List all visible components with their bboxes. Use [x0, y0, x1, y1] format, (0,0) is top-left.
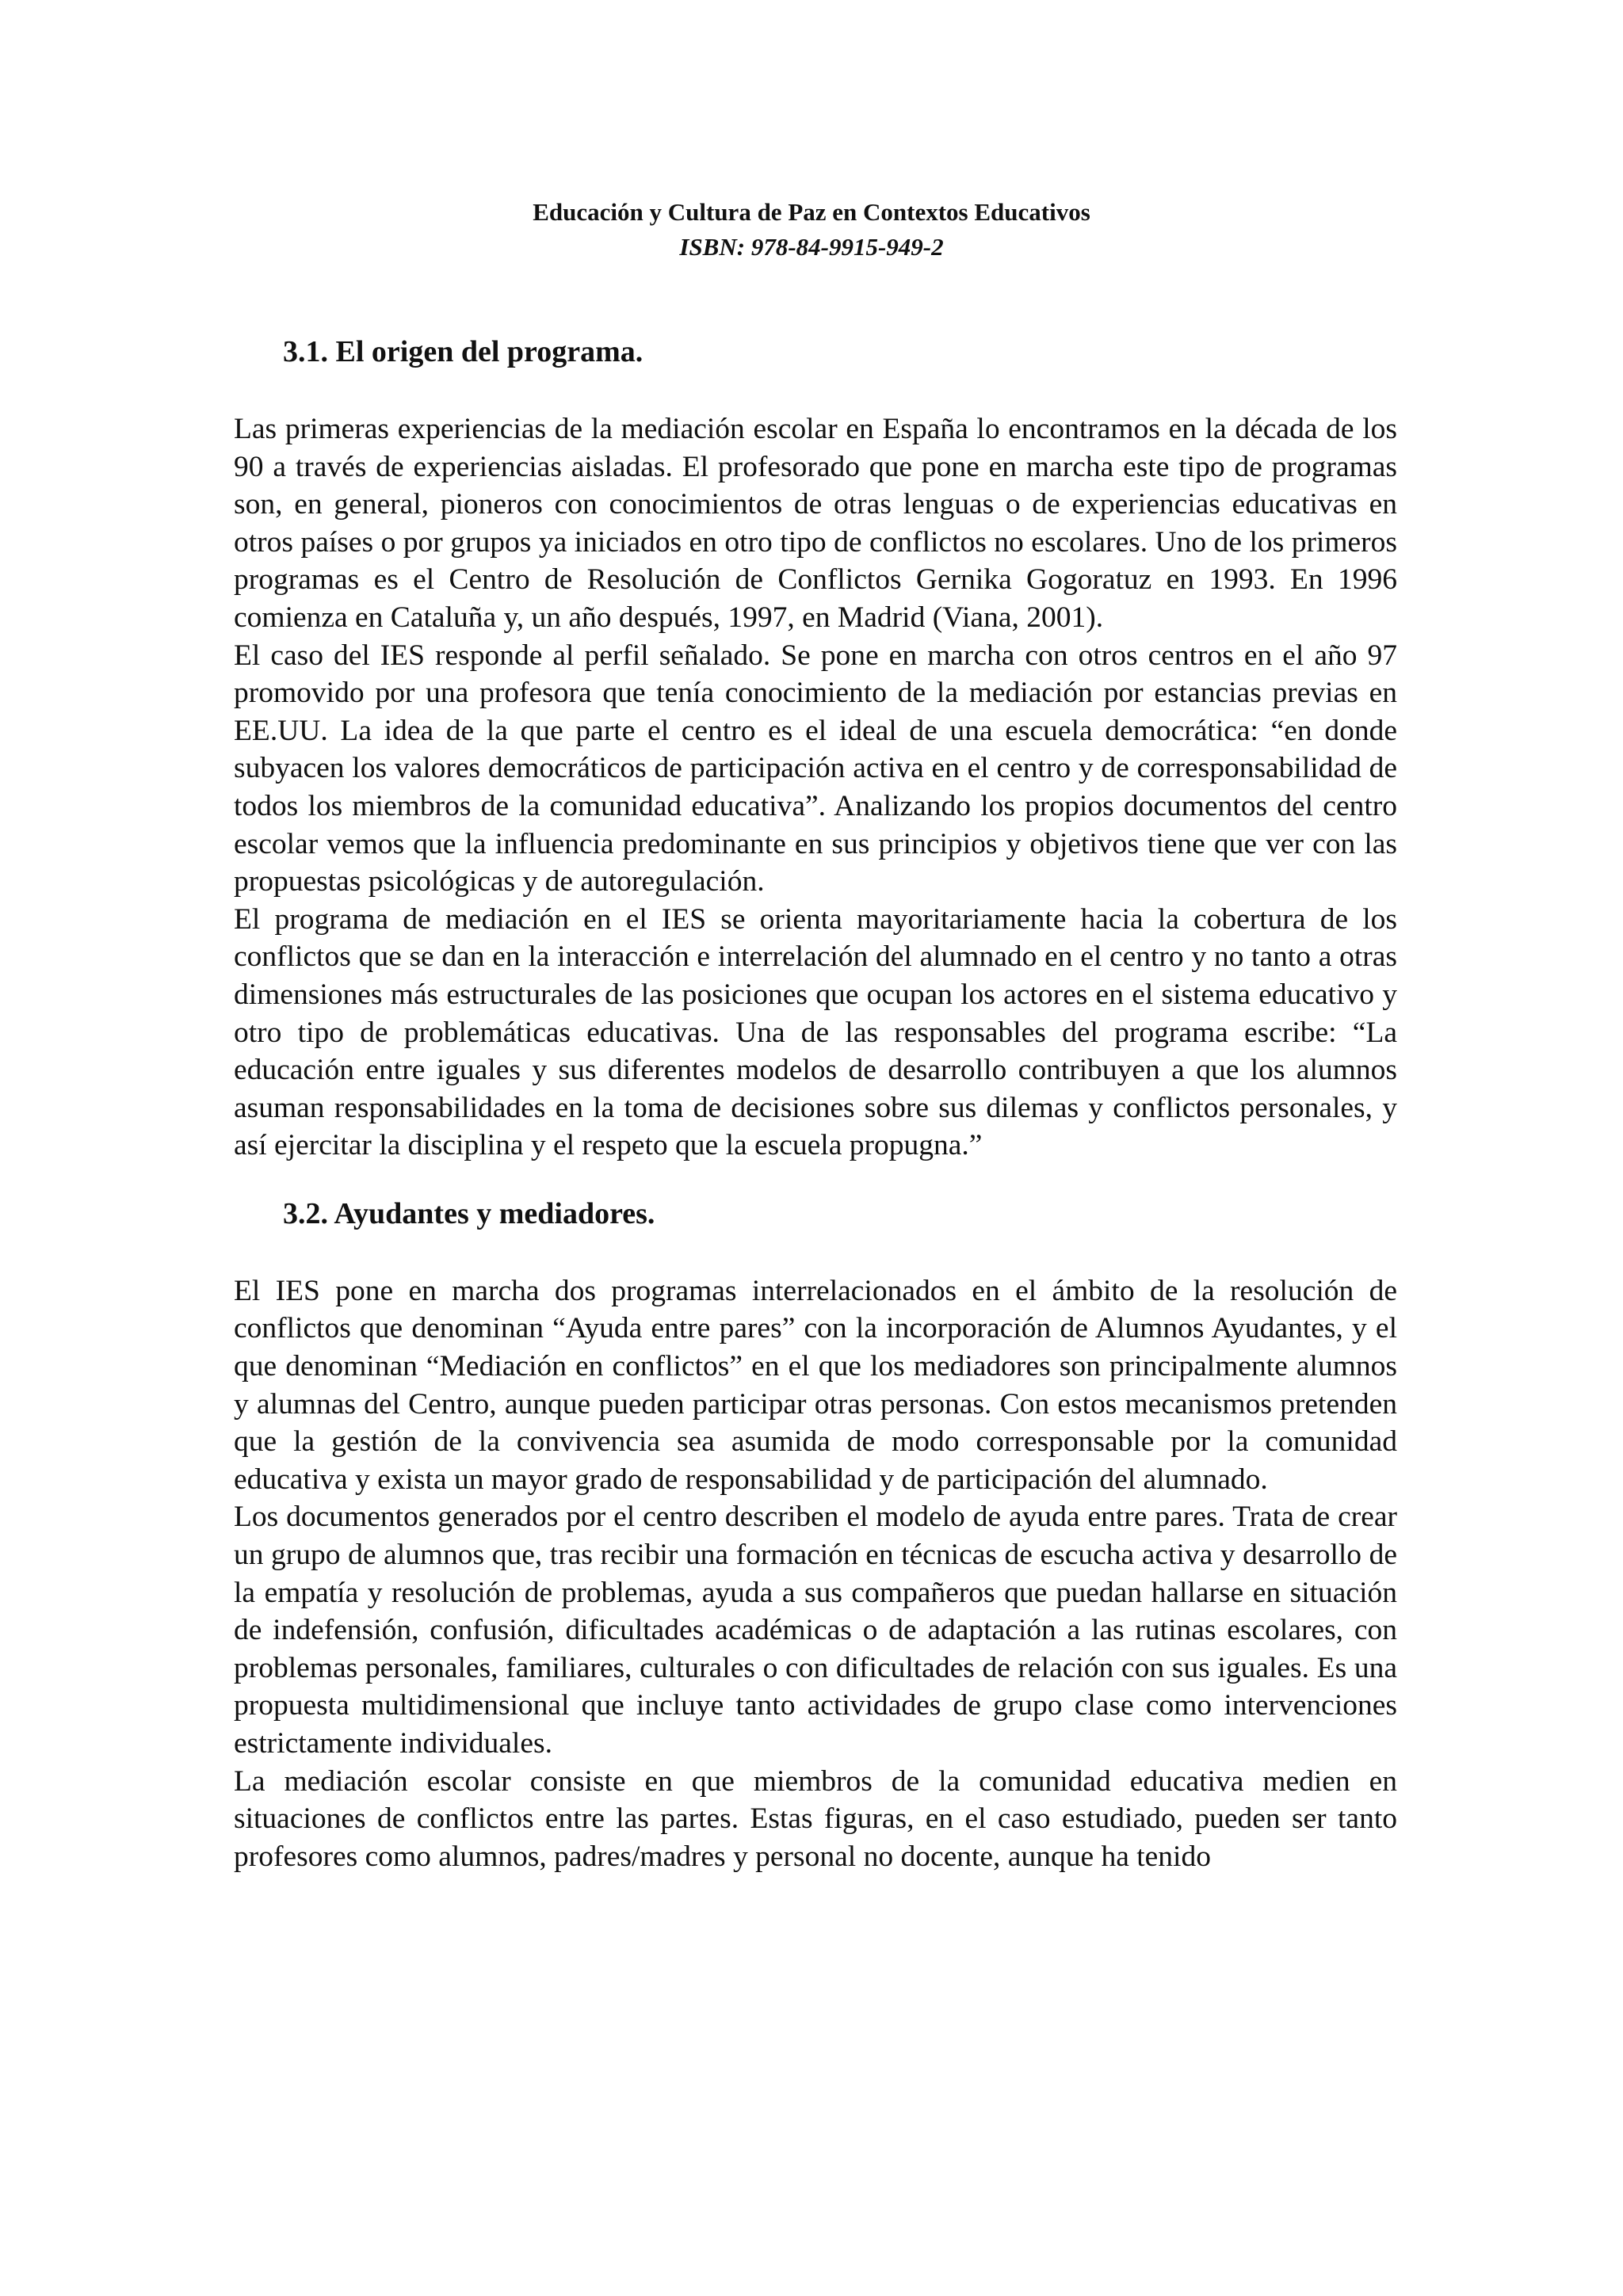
- paragraph: Los documentos generados por el centro describen el modelo de ayuda entre pares. Trata de crear un grupo de alumnos que, tras recibir una formación en técnicas de escucha activa y desarrollo de la empatía y resolución de problemas, ayuda a sus compañeros que puedan hallarse en situación de indefensión, confusión, dificultades académicas o de adaptación a las rutinas escolares, con problemas personales, familiares, culturales o con dificultades de relación con sus iguales. Es una propuesta multidimensional que incluye tanto actividades de grupo clase como intervenciones estrictamente individuales.: [234, 1501, 1397, 1760]
- section-origin: [234, 333, 1397, 1165]
- paragraph: El caso del IES responde al perfil señalado. Se pone en marcha con otros centros en el año 97 promovido por una profesora que tenía conocimiento de la mediación por estancias previas en EE.UU. La idea de la que parte el centro es el ideal de una escuela democrática: “en donde subyacen los valores democráticos de participación activa en el centro y de corresponsabilidad de todos los miembros de la comunidad educativa”. Analizando los propios documentos del centro escolar vemos que la influencia predominante en sus principios y objetivos tiene que ver con las propuestas psicológicas y de autoregulación.: [234, 639, 1397, 898]
- section-helpers-mediators: [234, 1195, 1397, 1876]
- paragraph: Las primeras experiencias de la mediación escolar en España lo encontramos en la década de los 90 a través de experiencias aisladas. El profesorado que pone en marcha este tipo de programas son, en general, pioneros con conocimientos de otras lenguas o de experiencias educativas en otros países o por grupos ya iniciados en otro tipo de conflictos no escolares. Uno de los primeros programas es el Centro de Resolución de Conflictos Gernika Gogoratuz en 1993. En 1996 comienza en Cataluña y, un año después, 1997, en Madrid (Viana, 2001).: [234, 413, 1397, 634]
- paragraph: La mediación escolar consiste en que miembros de la comunidad educativa medien en situaciones de conflictos entre las partes. Estas figuras, en el caso estudiado, pueden ser tanto profesores como alumnos, padres/madres y personal no docente, aunque ha tenido: [234, 1764, 1397, 1873]
- section-heading: 3.2. Ayudantes y mediadores.: [283, 1196, 655, 1230]
- paragraph: El IES pone en marcha dos programas interrelacionados en el ámbito de la resolución de conflictos que denominan “Ayuda entre pares” con la incorporación de Alumnos Ayudantes, y el que denominan “Mediación en conflictos” en el que los mediadores son principalmente alumnos y alumnas del Centro, aunque pueden participar otras personas. Con estos mecanismos pretenden que la gestión de la convivencia sea asumida de modo corresponsable por la comunidad educativa y exista un mayor grado de responsabilidad y de participación del alumnado.: [234, 1274, 1397, 1496]
- page-header: [0, 195, 1623, 265]
- book-title: Educación y Cultura de Paz en Contextos Educativos: [533, 198, 1090, 226]
- section-heading: 3.1. El origen del programa.: [283, 335, 643, 368]
- document-body: [234, 333, 1397, 1875]
- isbn: ISBN: 978-84-9915-949-2: [679, 233, 944, 261]
- paragraph: El programa de mediación en el IES se orienta mayoritariamente hacia la cobertura de los conflictos que se dan en la interacción e interrelación del alumnado en el centro y no tanto a otras dimensiones más estructurales de las posiciones que ocupan los actores en el sistema educativo y otro tipo de problemáticas educativas. Una de las responsables del programa escribe: “La educación entre iguales y sus diferentes modelos de desarrollo contribuyen a que los alumnos asuman responsabilidades en la toma de decisiones sobre sus dilemas y conflictos personales, y así ejercitar la disciplina y el respeto que la escuela propugna.”: [234, 902, 1397, 1162]
